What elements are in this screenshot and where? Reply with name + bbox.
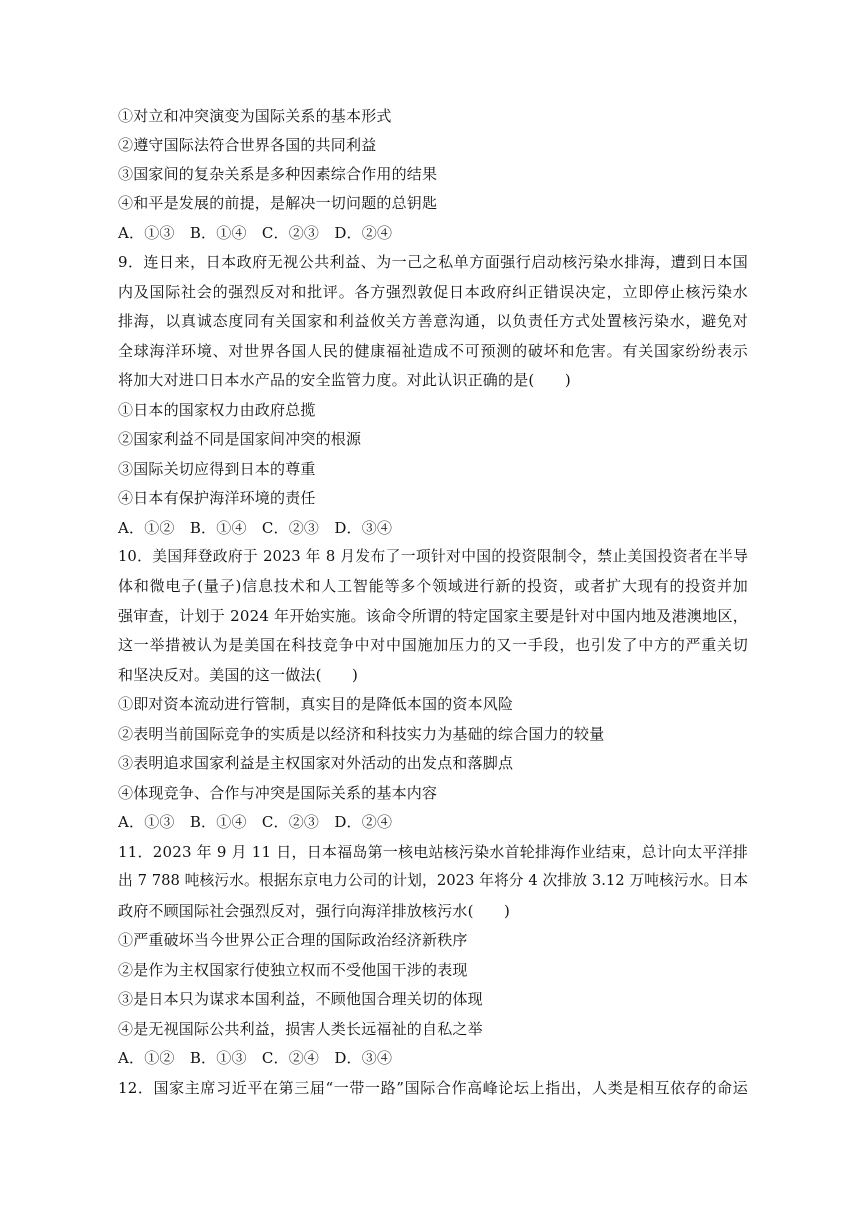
q10-stem-line: 强审查，计划于 2024 年开始实施。该命令所谓的特定国家主要是针对中国内地及港澳地区， [118, 607, 748, 625]
q12-stem-line: 12．国家主席习近平在第三届“一带一路”国际合作高峰论坛上指出，人类是相互依存的命运 [118, 1079, 748, 1097]
q11-option-3: ③是日本只为谋求本国利益，不顾他国合理关切的体现 [118, 990, 483, 1008]
q8-choices: A．①③ B．①④ C．②③ D．②④ [118, 224, 393, 242]
q10-choices: A．①③ B．①④ C．②③ D．②④ [118, 813, 393, 831]
q9-option-1: ①日本的国家权力由政府总揽 [118, 401, 316, 419]
q9-choices: A．①② B．①④ C．②③ D．③④ [118, 519, 393, 537]
q10-option-4: ④体现竞争、合作与冲突是国际关系的基本内容 [118, 784, 438, 802]
q8-option-3: ③国家间的复杂关系是多种因素综合作用的结果 [118, 165, 438, 183]
q11-option-4: ④是无视国际公共利益，损害人类长远福祉的自私之举 [118, 1020, 483, 1038]
q10-stem-line: 这一举措被认为是美国在科技竞争中对中国施加压力的又一手段，也引发了中方的严重关切 [118, 636, 748, 654]
q11-option-2: ②是作为主权国家行使独立权而不受他国干涉的表现 [118, 961, 468, 979]
q9-stem-line: 将加大对进口日本水产品的安全监管力度。对此认识正确的是( ) [118, 371, 571, 389]
q11-stem-line: 11．2023 年 9 月 11 日，日本福岛第一核电站核污染水首轮排海作业结束，总计向太平洋排 [118, 843, 748, 861]
q9-option-2: ②国家利益不同是国家间冲突的根源 [118, 430, 362, 448]
q10-stem-line: 10．美国拜登政府于 2023 年 8 月发布了一项针对中国的投资限制令，禁止美国投资者在半导 [118, 548, 748, 565]
q9-stem-line: 全球海洋环境、对世界各国人民的健康福祉造成不可预测的破坏和危害。有关国家纷纷表示 [118, 342, 748, 360]
q11-option-1: ①严重破坏当今世界公正合理的国际政治经济新秩序 [118, 931, 468, 949]
q8-option-4: ④和平是发展的前提，是解决一切问题的总钥匙 [118, 194, 438, 212]
q9-option-4: ④日本有保护海洋环境的责任 [118, 489, 316, 507]
q9-stem-line: 9．连日来，日本政府无视公共利益、为一己之私单方面强行启动核污染水排海，遭到日本国 [118, 253, 748, 271]
q11-choices: A．①② B．①③ C．②④ D．③④ [118, 1049, 393, 1067]
q10-option-3: ③表明追求国家利益是主权国家对外活动的出发点和落脚点 [118, 754, 514, 772]
q10-option-1: ①即对资本流动进行管制，真实目的是降低本国的资本风险 [118, 695, 514, 713]
q10-stem-line: 和坚决反对。美国的这一做法( ) [118, 666, 359, 684]
q9-stem-line: 排海，以真诚态度同有关国家和利益攸关方善意沟通，以负责任方式处置核污染水，避免对 [118, 312, 748, 330]
q9-stem-line: 内及国际社会的强烈反对和批评。各方强烈敦促日本政府纠正错误决定，立即停止核污染水 [118, 283, 748, 301]
q10-option-2: ②表明当前国际竞争的实质是以经济和科技实力为基础的综合国力的较量 [118, 725, 605, 743]
q11-stem-line: 出 7 788 吨核污水。根据东京电力公司的计划，2023 年将分 4 次排放 3.12 万吨核污水。日本 [118, 872, 748, 889]
q10-stem-line: 体和微电子(量子)信息技术和人工智能等多个领域进行新的投资，或者扩大现有的投资并加 [118, 577, 748, 595]
q8-option-1: ①对立和冲突演变为国际关系的基本形式 [118, 107, 392, 125]
q8-option-2: ②遵守国际法符合世界各国的共同利益 [118, 136, 377, 154]
q11-stem-line: 政府不顾国际社会强烈反对，强行向海洋排放核污水( ) [118, 902, 511, 920]
q9-option-3: ③国际关切应得到日本的尊重 [118, 460, 316, 478]
